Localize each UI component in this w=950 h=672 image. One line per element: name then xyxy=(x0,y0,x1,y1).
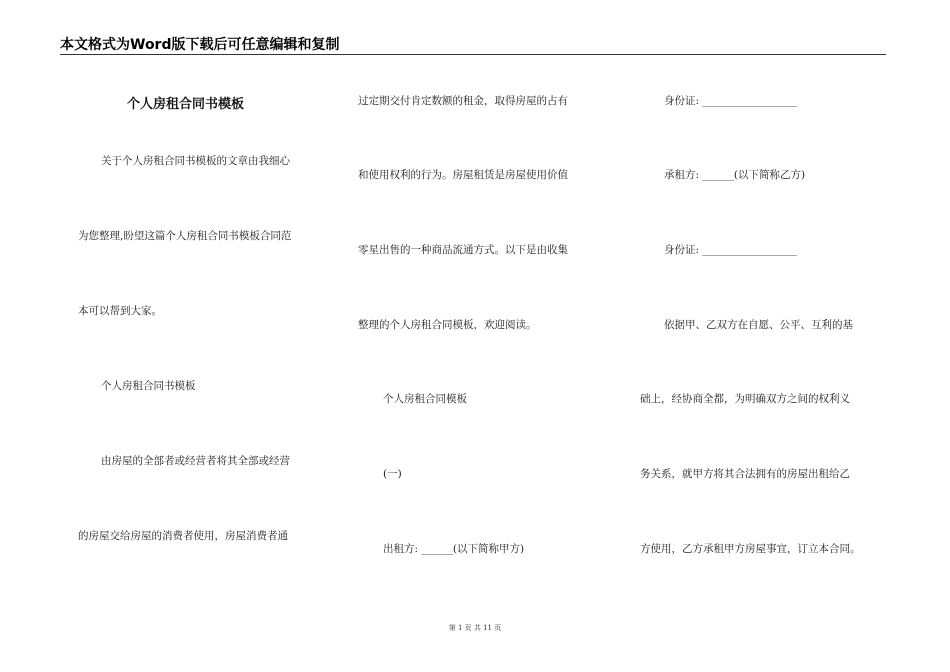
id-line: 身份证: __________________ xyxy=(664,244,797,256)
header-text: 本文格式为Word版下载后可任意编辑和复制 xyxy=(60,37,340,53)
lessor-line: 出租方: ______(以下简称甲方) xyxy=(383,543,525,555)
paragraph-line: 本可以帮到大家。 xyxy=(78,305,162,317)
paragraph-line: 础上，经协商全都，为明确双方之间的权利义 xyxy=(640,393,850,405)
document-title: 个人房租合同书模板 xyxy=(127,97,245,112)
section-number: (一) xyxy=(383,468,402,480)
page-number: 第 1 页 共 11 页 xyxy=(448,624,502,632)
paragraph-line: 过定期交付肯定数额的租金，取得房屋的占有 xyxy=(358,95,568,107)
id-line: 身份证: __________________ xyxy=(664,95,797,107)
section-heading: 个人房租合同模板 xyxy=(383,393,467,405)
paragraph-line: 由房屋的全部者或经营者将其全部或经营 xyxy=(101,455,290,467)
lessee-line: 承租方: ______(以下简称乙方) xyxy=(664,169,806,181)
paragraph-line: 关于个人房租合同书模板的文章由我细心 xyxy=(101,155,290,167)
paragraph-line: 的房屋交给房屋的消费者使用，房屋消费者通 xyxy=(78,530,288,542)
paragraph-line: 务关系，就甲方将其合法拥有的房屋出租给乙 xyxy=(640,468,850,480)
paragraph-line: 整理的个人房租合同模板，欢迎阅读。 xyxy=(358,319,537,331)
paragraph-line: 方使用，乙方承租甲方房屋事宜，订立本合同。 xyxy=(640,543,861,555)
paragraph-line: 依据甲、乙双方在自愿、公平、互利的基 xyxy=(664,319,853,331)
section-heading: 个人房租合同书模板 xyxy=(101,380,196,392)
paragraph-line: 和使用权利的行为。房屋租赁是房屋使用价值 xyxy=(358,169,568,181)
paragraph-line: 为您整理,盼望这篇个人房租合同书模板合同范 xyxy=(78,230,292,242)
paragraph-line: 零星出售的一种商品流通方式。以下是由收集 xyxy=(358,244,568,256)
document-header xyxy=(60,34,886,55)
